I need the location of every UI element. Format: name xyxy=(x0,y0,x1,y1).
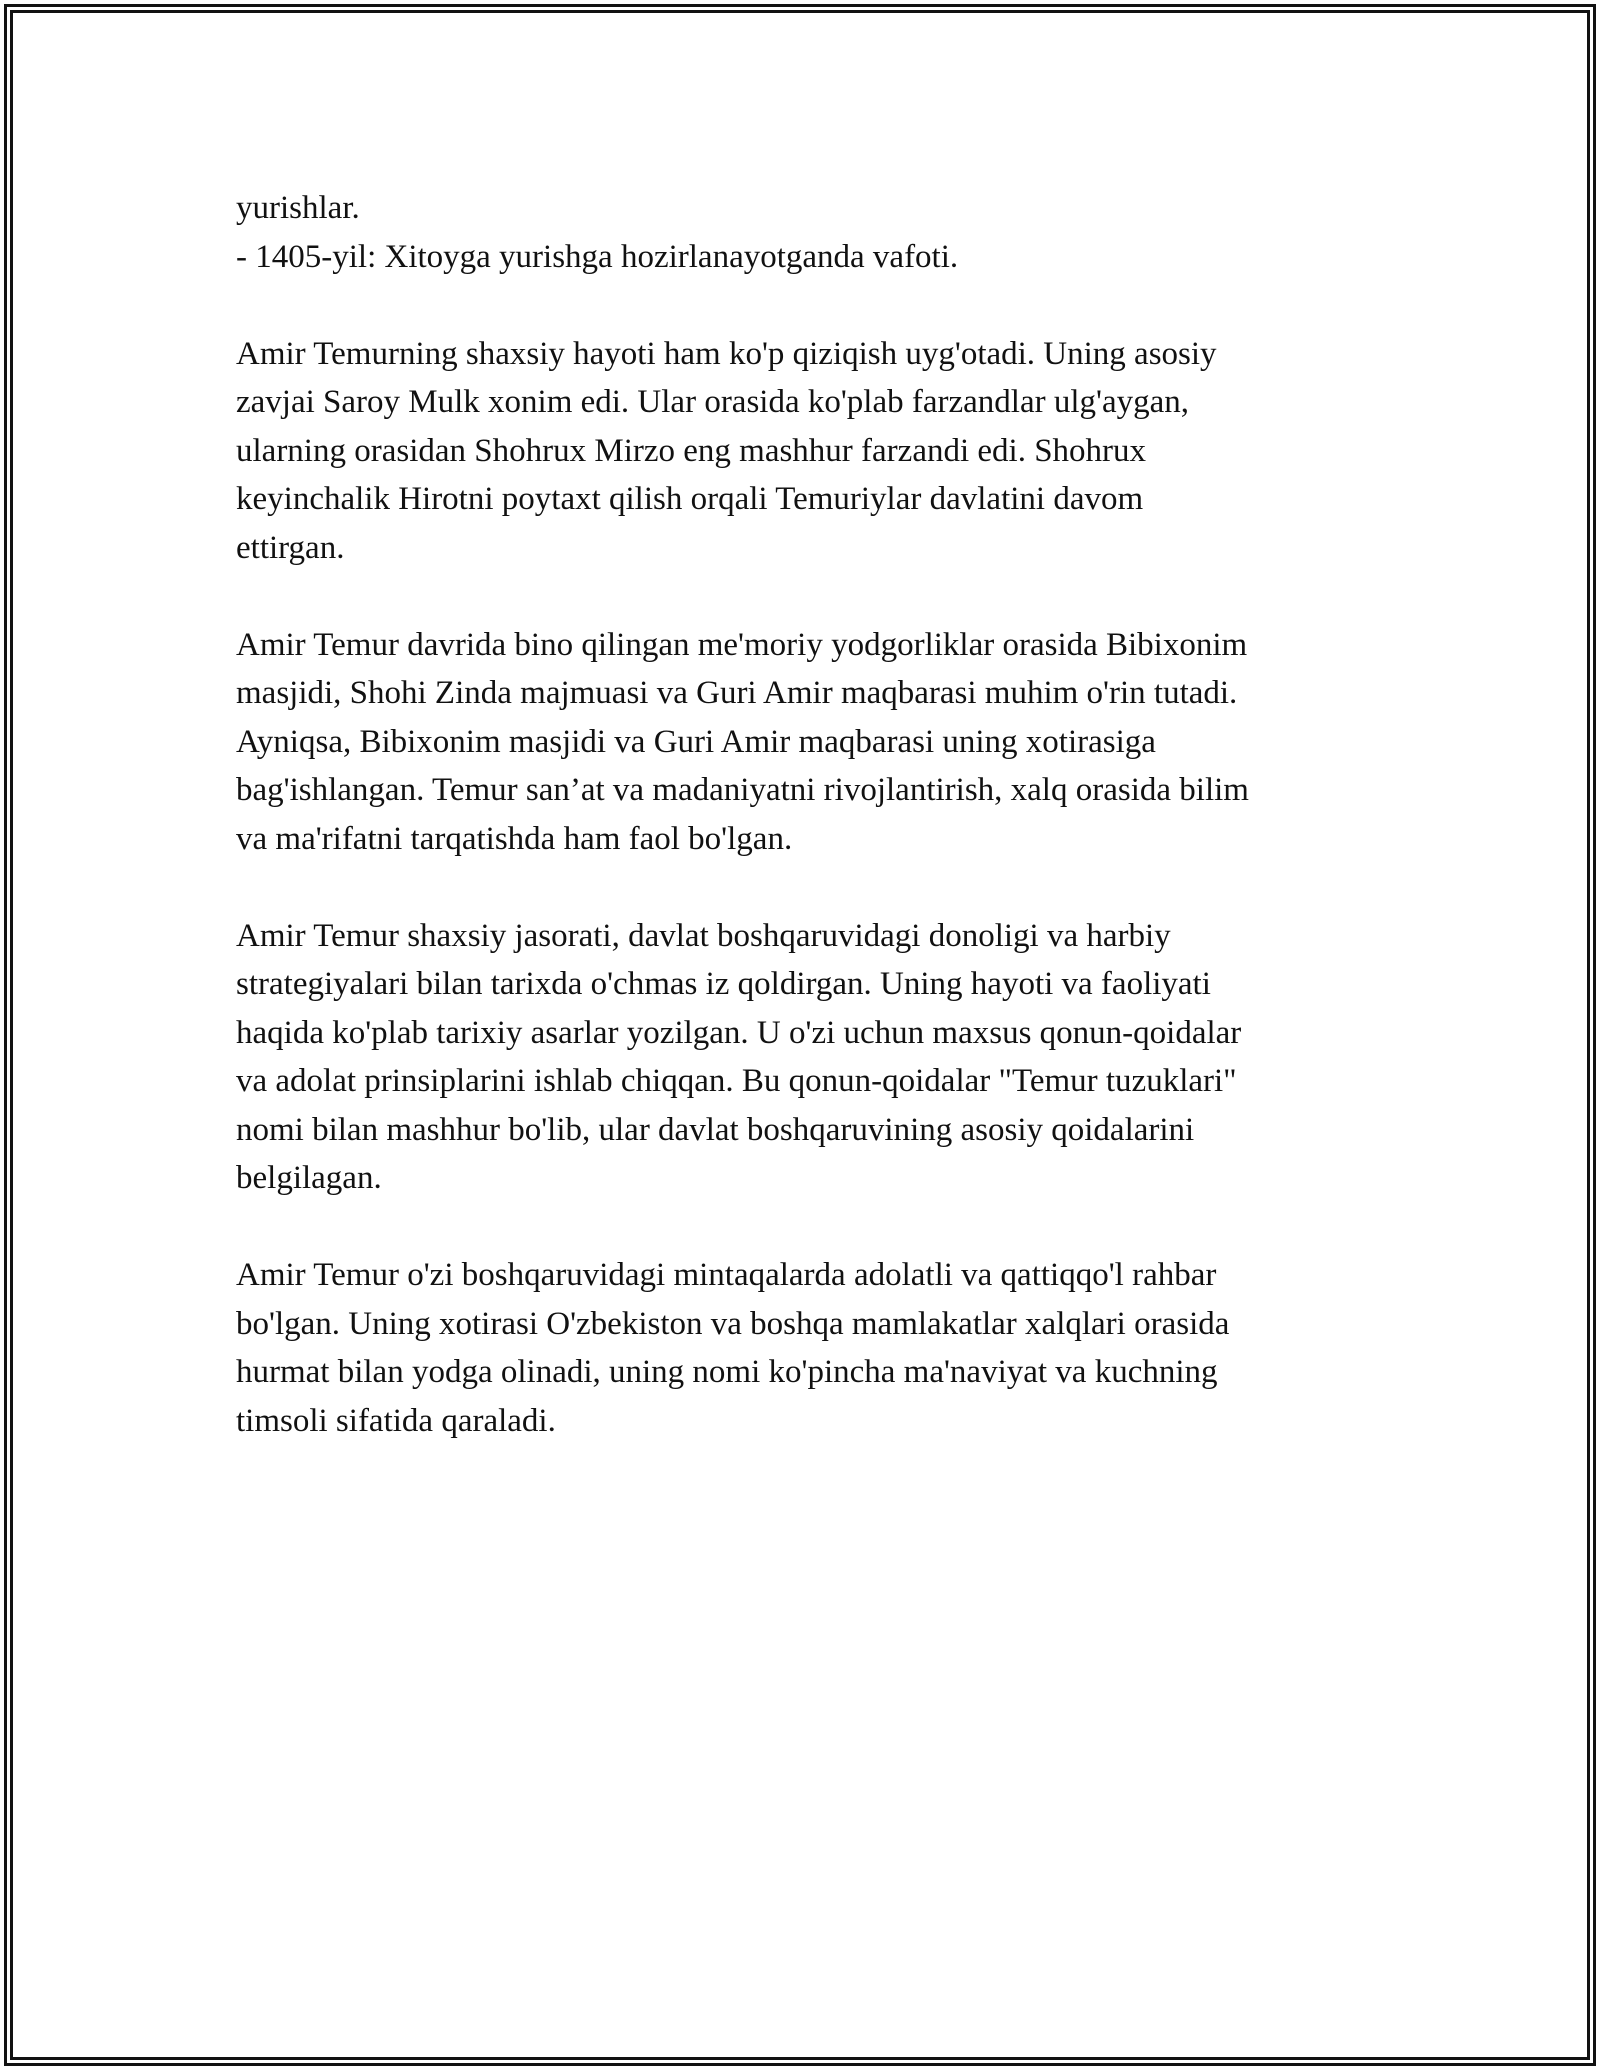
text-line: Amir Temur davrida bino qilingan me'moriy yodgorliklar orasida Bibixonim xyxy=(236,626,1248,663)
text-line: yurishlar. xyxy=(236,190,360,226)
text-line: ularning orasidan Shohrux Mirzo eng mashhur farzandi edi. Shohrux xyxy=(236,432,1147,469)
text-line: va adolat prinsiplarini ishlab chiqqan. Bu qonun-qoidalar "Temur tuzuklari" xyxy=(236,1063,1237,1099)
text-line: keyinchalik Hirotni poytaxt qilish orqali Temuriylar davlatini davom xyxy=(236,481,1144,517)
document-body xyxy=(236,184,1376,1494)
text-line: belgilagan. xyxy=(236,1160,382,1196)
text-line: bag'ishlangan. Temur san’at va madaniyatni rivojlantirish, xalq orasida bilim xyxy=(236,772,1249,808)
text-line: bo'lgan. Uning xotirasi O'zbekiston va boshqa mamlakatlar xalqlari orasida xyxy=(236,1305,1230,1342)
text-line: Amir Temur o'zi boshqaruvidagi mintaqalarda adolatli va qattiqqo'l rahbar xyxy=(236,1257,1217,1293)
paragraph-legacy xyxy=(236,912,1376,1203)
paragraph-personal-life xyxy=(236,330,1376,573)
text-line: masjidi, Shohi Zinda majmuasi va Guri Amir maqbarasi muhim o'rin tutadi. xyxy=(236,675,1238,711)
text-line: haqida ko'plab tarixiy asarlar yozilgan. U o'zi uchun maxsus qonun-qoidalar xyxy=(236,1014,1242,1051)
text-line: zavjai Saroy Mulk xonim edi. Ular orasida ko'plab farzandlar ulg'aygan, xyxy=(236,384,1190,420)
text-line: Amir Temur shaxsiy jasorati, davlat boshqaruvidagi donoligi va harbiy xyxy=(236,917,1171,954)
text-line: Ayniqsa, Bibixonim masjidi va Guri Amir maqbarasi uning xotirasiga xyxy=(236,723,1156,760)
text-line: strategiyalari bilan tarixda o'chmas iz qoldirgan. Uning hayoti va faoliyati xyxy=(236,966,1211,1002)
text-line: nomi bilan mashhur bo'lib, ular davlat boshqaruvining asosiy qoidalarini xyxy=(236,1111,1195,1148)
paragraph-monuments xyxy=(236,621,1376,864)
text-line: ettirgan. xyxy=(236,529,345,566)
text-line: timsoli sifatida qaraladi. xyxy=(236,1402,556,1439)
paragraph-memory xyxy=(236,1251,1376,1445)
text-line: hurmat bilan yodga olinadi, uning nomi ko'pincha ma'naviyat va kuchning xyxy=(236,1354,1218,1390)
intro-block xyxy=(236,184,1376,281)
text-line: - 1405-yil: Xitoyga yurishga hozirlanayotganda vafoti. xyxy=(236,238,959,275)
text-line: Amir Temurning shaxsiy hayoti ham ko'p qiziqish uyg'otadi. Uning asosiy xyxy=(236,335,1217,372)
text-line: va ma'rifatni tarqatishda ham faol bo'lgan. xyxy=(236,820,793,857)
